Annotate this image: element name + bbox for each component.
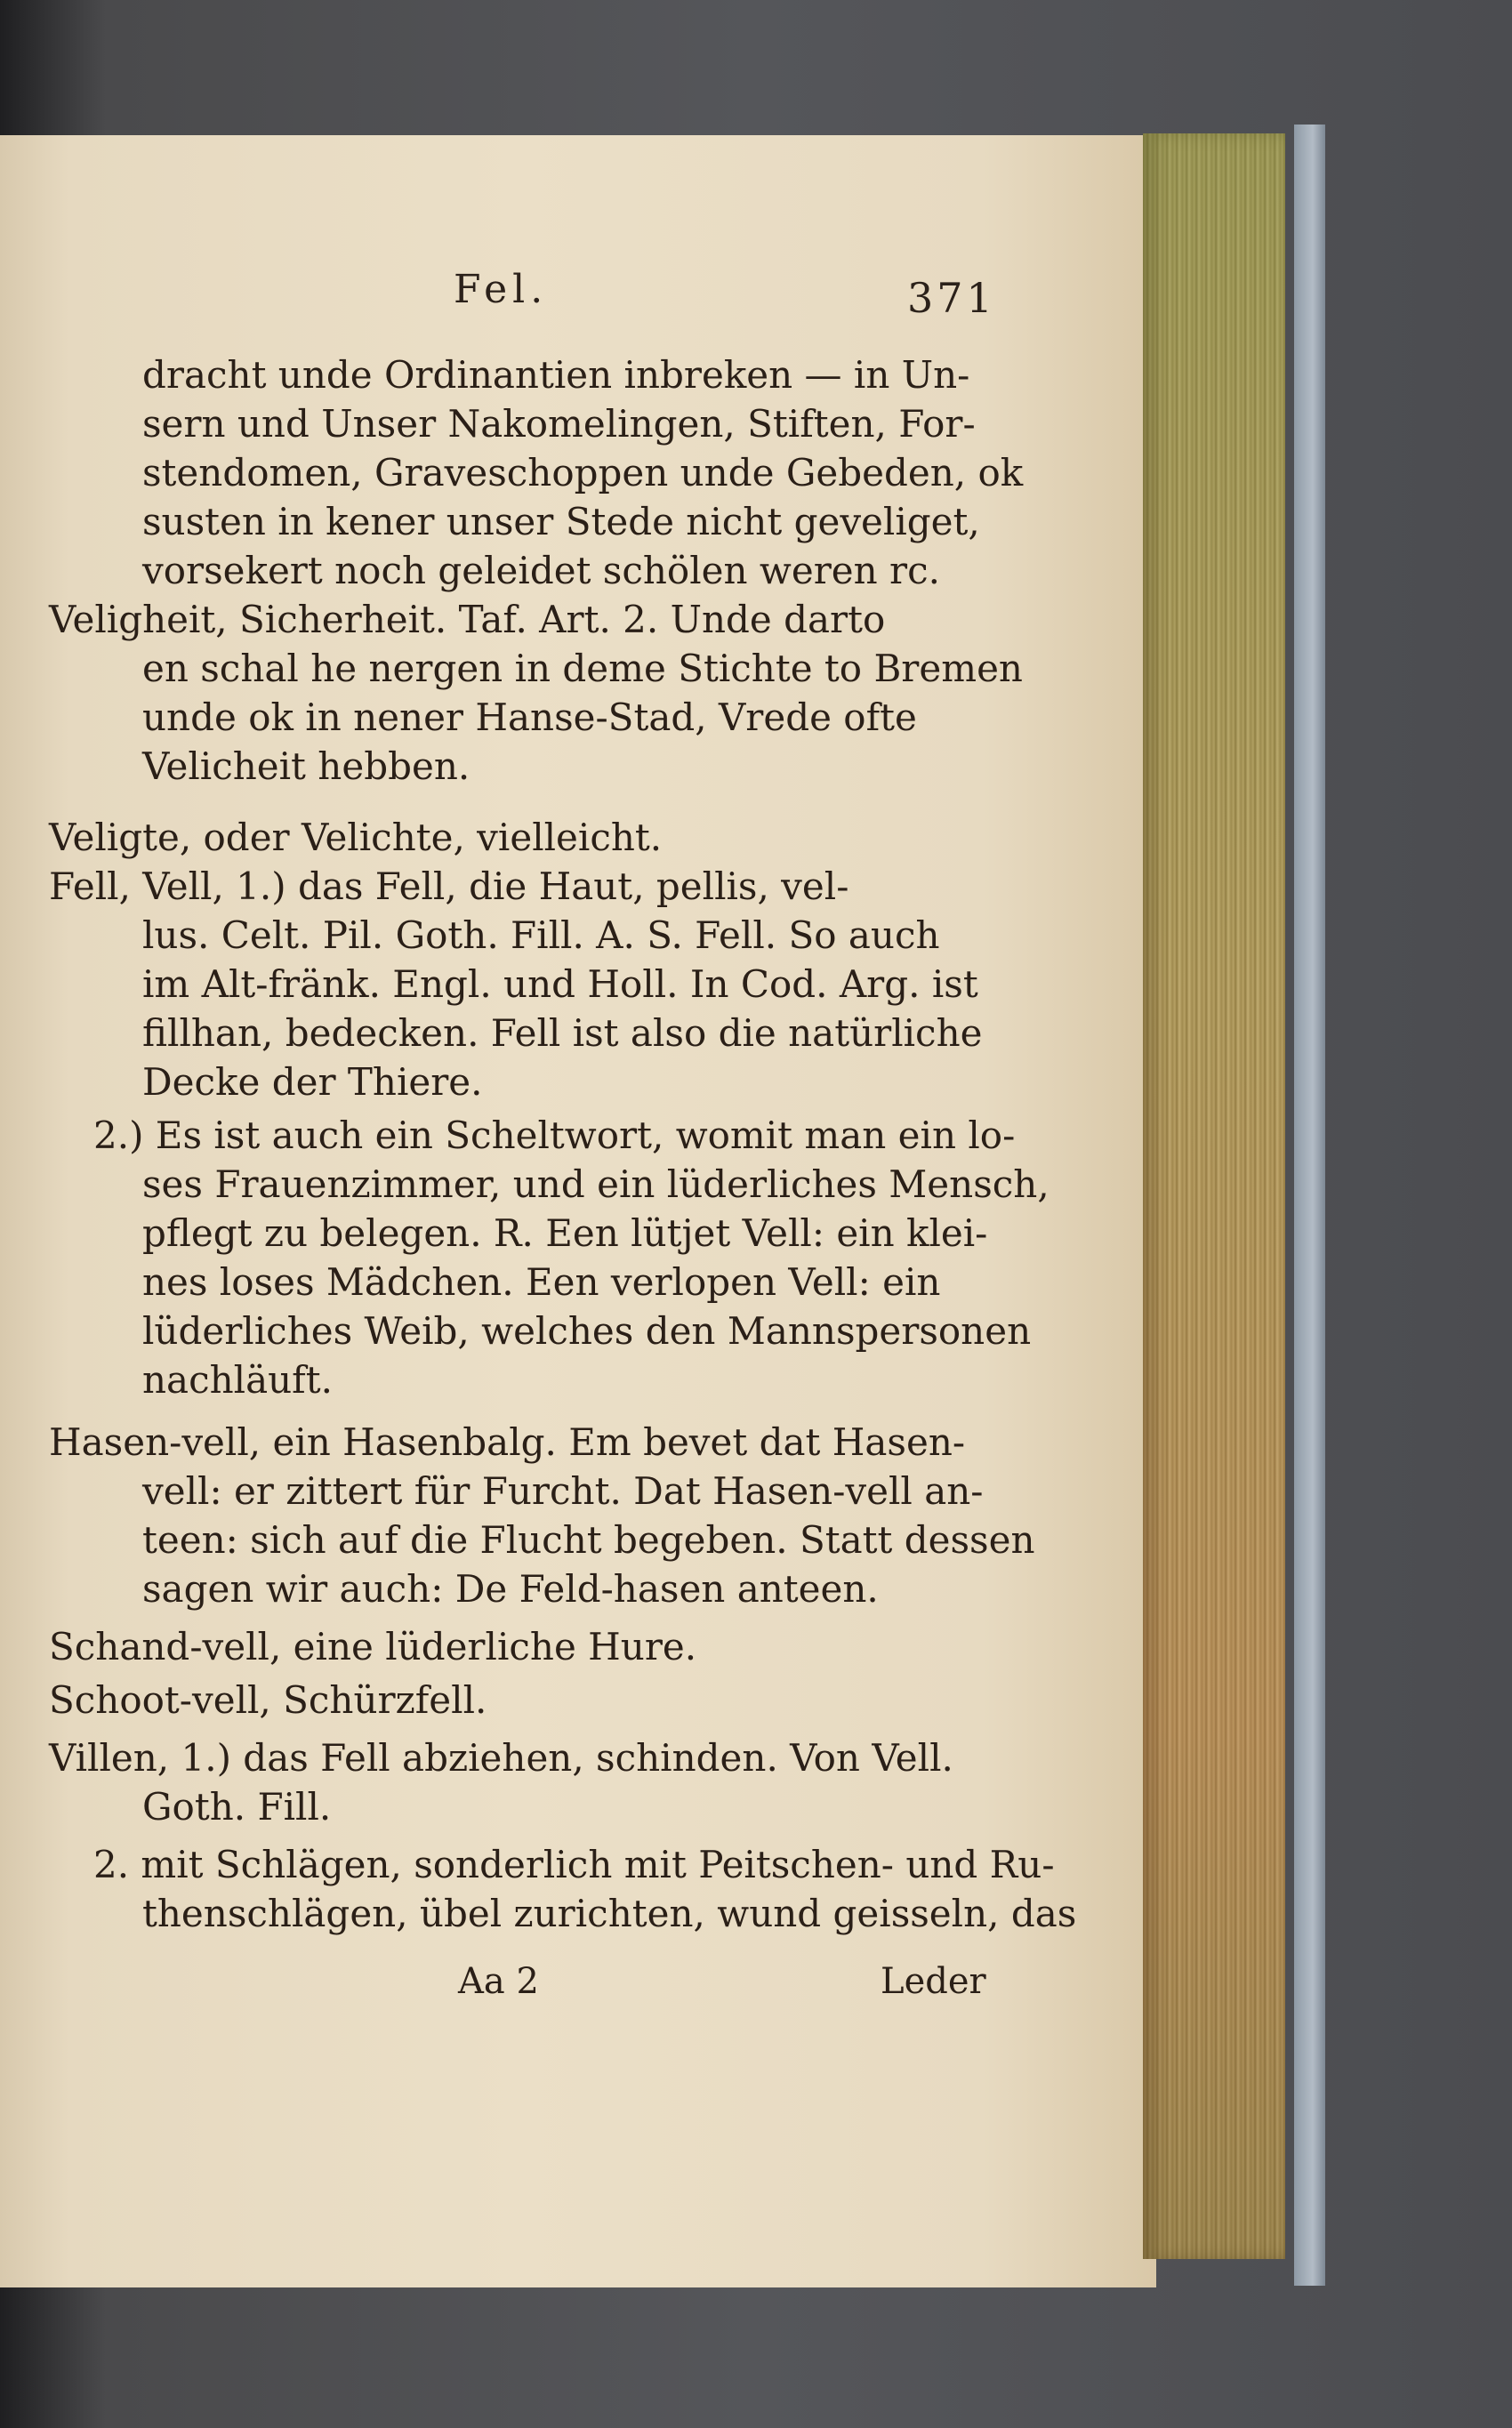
text-line: dracht unde Ordinantien inbreken — in Un- [142,353,970,397]
text-line: im Alt-fränk. Engl. und Holl. In Cod. Arg. ist [142,962,978,1006]
entry-line: Schoot-vell, Schürzfell. [49,1678,487,1722]
text-line: pflegt zu belegen. R. Een lütjet Vell: ein klei- [142,1211,988,1255]
text-line: lüderliches Weib, welches den Mannspersonen [142,1309,1032,1353]
text-line: nes loses Mädchen. Een verlopen Vell: ein [142,1260,941,1304]
text-line: ses Frauenzimmer, und ein lüderliches Mensch, [142,1162,1050,1206]
text-line: Decke der Thiere. [142,1060,483,1104]
text-line: vorsekert noch geleidet schölen weren rc. [142,549,940,592]
text-line: teen: sich auf die Flucht begeben. Statt dessen [142,1518,1035,1562]
entry-line: Veligte, oder Velichte, vielleicht. [49,816,663,859]
text-line: susten in kener unser Stede nicht geveliget, [142,500,980,543]
entry-line: Veligheit, Sicherheit. Taf. Art. 2. Unde darto [49,598,886,641]
text-line: vell: er zittert für Furcht. Dat Hasen-vell an- [142,1469,984,1513]
entry-line: Hasen-vell, ein Hasenbalg. Em bevet dat Hasen- [49,1420,966,1464]
catchword: Leder [881,1961,986,2002]
text-line: stendomen, Graveschoppen unde Gebeden, ok [142,451,1024,494]
text-line: Goth. Fill. [142,1785,332,1829]
text-line: sagen wir auch: De Feld-hasen anteen. [142,1567,879,1611]
text-line: sern und Unser Nakomelingen, Stiften, For- [142,402,976,446]
text-line: fillhan, bedecken. Fell ist also die natürliche [142,1011,983,1055]
running-head: Fel. [454,267,549,312]
sub-entry-line: 2.) Es ist auch ein Scheltwort, womit man ein lo- [93,1114,1016,1157]
text-line: en schal he nergen in deme Stichte to Bremen [142,647,1023,690]
text-line: nachläuft. [142,1358,333,1402]
book-cover-edge [1294,125,1325,2286]
entry-line: Villen, 1.) das Fell abziehen, schinden. Von Vell. [49,1736,953,1780]
page-edges [1143,133,1285,2259]
text-line: lus. Celt. Pil. Goth. Fill. A. S. Fell. So auch [142,913,940,957]
sub-entry-line: 2. mit Schlägen, sonderlich mit Peitschen- und Ru- [93,1843,1055,1886]
entry-line: Fell, Vell, 1.) das Fell, die Haut, pellis, vel- [49,864,849,908]
page-header [0,267,1156,329]
text-line: unde ok in nener Hanse-Stad, Vrede ofte [142,695,917,739]
text-line: Velicheit hebben. [142,744,470,788]
entry-line: Schand-vell, eine lüderliche Hure. [49,1625,697,1668]
text-line: thenschlägen, übel zurichten, wund geisseln, das [142,1892,1077,1935]
page-number: 371 [907,274,996,322]
catchline [0,1961,1156,2014]
signature-mark: Aa 2 [458,1961,539,2002]
